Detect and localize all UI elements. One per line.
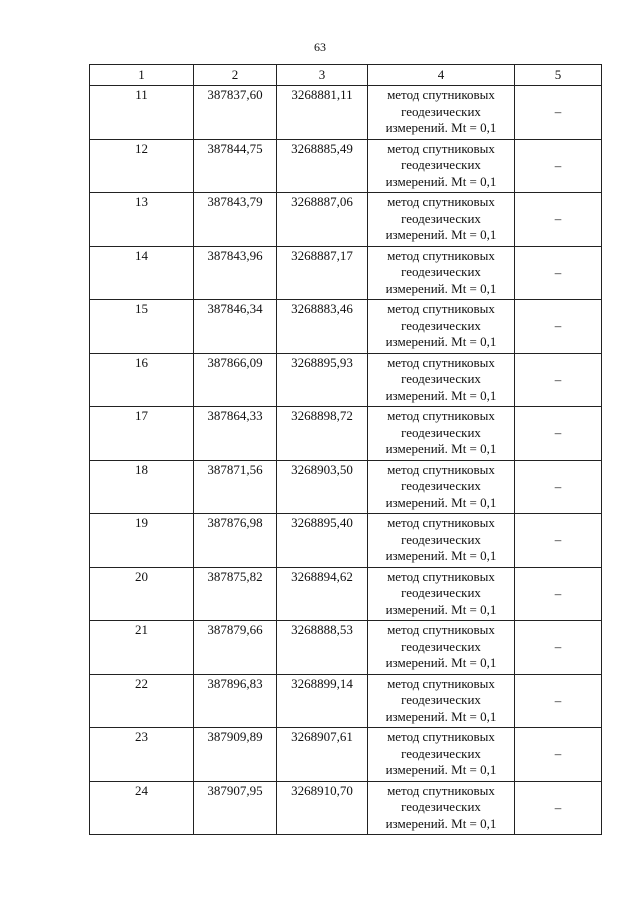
method-line: метод спутниковых xyxy=(387,675,495,691)
column-header-1: 1 xyxy=(90,65,194,86)
point-number-cell: 13 xyxy=(90,193,194,247)
accuracy-cell: – xyxy=(515,567,602,621)
method-line: измерений. Mt = 0,1 xyxy=(385,655,497,670)
accuracy-cell: – xyxy=(515,460,602,514)
method-line: измерений. Mt = 0,1 xyxy=(385,601,497,617)
method-cell xyxy=(368,567,515,621)
method-cell xyxy=(368,621,515,675)
method-line: метод спутниковых xyxy=(387,515,495,530)
point-number-cell: 15 xyxy=(90,300,194,354)
method-line: геодезических xyxy=(401,799,481,814)
method-line: геодезических xyxy=(401,103,481,119)
coordinate-x-cell: 387843,96 xyxy=(194,246,277,300)
method-line: измерений. Mt = 0,1 xyxy=(385,120,497,135)
table-row xyxy=(90,86,602,140)
column-header-5: 5 xyxy=(515,65,602,86)
point-number-cell: 22 xyxy=(90,674,194,728)
method-line: геодезических xyxy=(401,157,481,172)
method-cell xyxy=(368,728,515,782)
coordinate-y-cell: 3268887,17 xyxy=(277,246,368,300)
coordinate-y-cell: 3268887,06 xyxy=(277,193,368,247)
method-line: геодезических xyxy=(401,585,481,600)
accuracy-cell: – xyxy=(515,407,602,461)
accuracy-cell: – xyxy=(515,246,602,300)
coordinate-y-cell: 3268888,53 xyxy=(277,621,368,675)
coordinate-x-cell: 387876,98 xyxy=(194,514,277,568)
accuracy-cell: – xyxy=(515,514,602,568)
table-row xyxy=(90,193,602,247)
method-line: метод спутниковых xyxy=(387,622,495,637)
method-line: геодезических xyxy=(401,317,481,333)
coordinate-x-cell: 387866,09 xyxy=(194,353,277,407)
coordinate-y-cell: 3268881,11 xyxy=(277,86,368,140)
method-line: измерений. Mt = 0,1 xyxy=(385,334,497,349)
coordinate-x-cell: 387864,33 xyxy=(194,407,277,461)
coordinate-y-cell: 3268899,14 xyxy=(277,674,368,728)
coordinate-y-cell: 3268907,61 xyxy=(277,728,368,782)
header-row xyxy=(90,65,602,86)
table-row xyxy=(90,246,602,300)
method-line: метод спутниковых xyxy=(387,194,495,209)
method-line: геодезических xyxy=(401,531,481,547)
point-number-cell: 17 xyxy=(90,407,194,461)
coordinate-y-cell: 3268903,50 xyxy=(277,460,368,514)
column-header-2: 2 xyxy=(194,65,277,86)
method-line: измерений. Mt = 0,1 xyxy=(385,387,497,403)
point-number-cell: 20 xyxy=(90,567,194,621)
point-number-cell: 19 xyxy=(90,514,194,568)
coordinate-y-cell: 3268898,72 xyxy=(277,407,368,461)
method-line: измерений. Mt = 0,1 xyxy=(385,441,497,456)
method-line: метод спутниковых xyxy=(387,301,495,316)
coordinate-x-cell: 387907,95 xyxy=(194,781,277,835)
method-cell xyxy=(368,514,515,568)
coordinate-x-cell: 387879,66 xyxy=(194,621,277,675)
table-row xyxy=(90,514,602,568)
method-line: метод спутниковых xyxy=(387,729,495,744)
accuracy-cell: – xyxy=(515,728,602,782)
column-header-3: 3 xyxy=(277,65,368,86)
method-cell xyxy=(368,353,515,407)
table-row xyxy=(90,460,602,514)
coordinate-x-cell: 387871,56 xyxy=(194,460,277,514)
method-line: измерений. Mt = 0,1 xyxy=(385,173,497,189)
coordinate-x-cell: 387837,60 xyxy=(194,86,277,140)
table-row xyxy=(90,621,602,675)
method-line: измерений. Mt = 0,1 xyxy=(385,708,497,724)
coordinate-y-cell: 3268895,93 xyxy=(277,353,368,407)
coordinate-y-cell: 3268895,40 xyxy=(277,514,368,568)
method-line: метод спутниковых xyxy=(387,408,495,423)
coordinate-y-cell: 3268894,62 xyxy=(277,567,368,621)
method-cell xyxy=(368,407,515,461)
page-number: 63 xyxy=(314,40,326,54)
method-cell xyxy=(368,781,515,835)
point-number-cell: 16 xyxy=(90,353,194,407)
coordinate-y-cell: 3268885,49 xyxy=(277,139,368,193)
coordinate-x-cell: 387844,75 xyxy=(194,139,277,193)
method-line: метод спутниковых xyxy=(387,247,495,263)
method-cell xyxy=(368,300,515,354)
method-cell xyxy=(368,86,515,140)
coordinate-x-cell: 387846,34 xyxy=(194,300,277,354)
table-body xyxy=(90,86,602,835)
method-line: метод спутниковых xyxy=(387,87,495,102)
method-line: измерений. Mt = 0,1 xyxy=(385,762,497,777)
table-row xyxy=(90,674,602,728)
point-number-cell: 23 xyxy=(90,728,194,782)
method-line: метод спутниковых xyxy=(387,461,495,477)
coordinate-y-cell: 3268910,70 xyxy=(277,781,368,835)
accuracy-cell: – xyxy=(515,139,602,193)
table-row xyxy=(90,353,602,407)
accuracy-cell: – xyxy=(515,781,602,835)
method-line: геодезических xyxy=(401,371,481,386)
point-number-cell: 12 xyxy=(90,139,194,193)
method-cell xyxy=(368,193,515,247)
coordinate-x-cell: 387909,89 xyxy=(194,728,277,782)
column-header-4: 4 xyxy=(368,65,515,86)
method-cell xyxy=(368,460,515,514)
method-line: геодезических xyxy=(401,478,481,493)
table-header xyxy=(90,65,602,86)
method-line: геодезических xyxy=(401,692,481,707)
table-row xyxy=(90,567,602,621)
method-line: измерений. Mt = 0,1 xyxy=(385,815,497,831)
accuracy-cell: – xyxy=(515,674,602,728)
method-line: геодезических xyxy=(401,638,481,654)
method-line: геодезических xyxy=(401,210,481,226)
table-row xyxy=(90,728,602,782)
method-line: измерений. Mt = 0,1 xyxy=(385,280,497,296)
method-line: геодезических xyxy=(401,264,481,279)
table-row xyxy=(90,781,602,835)
method-line: измерений. Mt = 0,1 xyxy=(385,227,497,242)
coordinate-x-cell: 387896,83 xyxy=(194,674,277,728)
coordinate-y-cell: 3268883,46 xyxy=(277,300,368,354)
accuracy-cell: – xyxy=(515,193,602,247)
method-cell xyxy=(368,139,515,193)
coordinate-x-cell: 387875,82 xyxy=(194,567,277,621)
method-cell xyxy=(368,246,515,300)
point-number-cell: 14 xyxy=(90,246,194,300)
accuracy-cell: – xyxy=(515,353,602,407)
table-row xyxy=(90,407,602,461)
accuracy-cell: – xyxy=(515,621,602,675)
method-line: геодезических xyxy=(401,424,481,440)
table-row xyxy=(90,139,602,193)
point-number-cell: 18 xyxy=(90,460,194,514)
coordinate-x-cell: 387843,79 xyxy=(194,193,277,247)
method-line: измерений. Mt = 0,1 xyxy=(385,494,497,510)
method-line: метод спутниковых xyxy=(387,568,495,584)
method-line: измерений. Mt = 0,1 xyxy=(385,548,497,563)
table-row xyxy=(90,300,602,354)
point-number-cell: 21 xyxy=(90,621,194,675)
method-cell xyxy=(368,674,515,728)
method-line: метод спутниковых xyxy=(387,140,495,156)
method-line: геодезических xyxy=(401,745,481,761)
method-line: метод спутниковых xyxy=(387,782,495,798)
accuracy-cell: – xyxy=(515,300,602,354)
method-line: метод спутниковых xyxy=(387,354,495,370)
coordinates-table xyxy=(89,64,602,835)
point-number-cell: 24 xyxy=(90,781,194,835)
point-number-cell: 11 xyxy=(90,86,194,140)
accuracy-cell: – xyxy=(515,86,602,140)
